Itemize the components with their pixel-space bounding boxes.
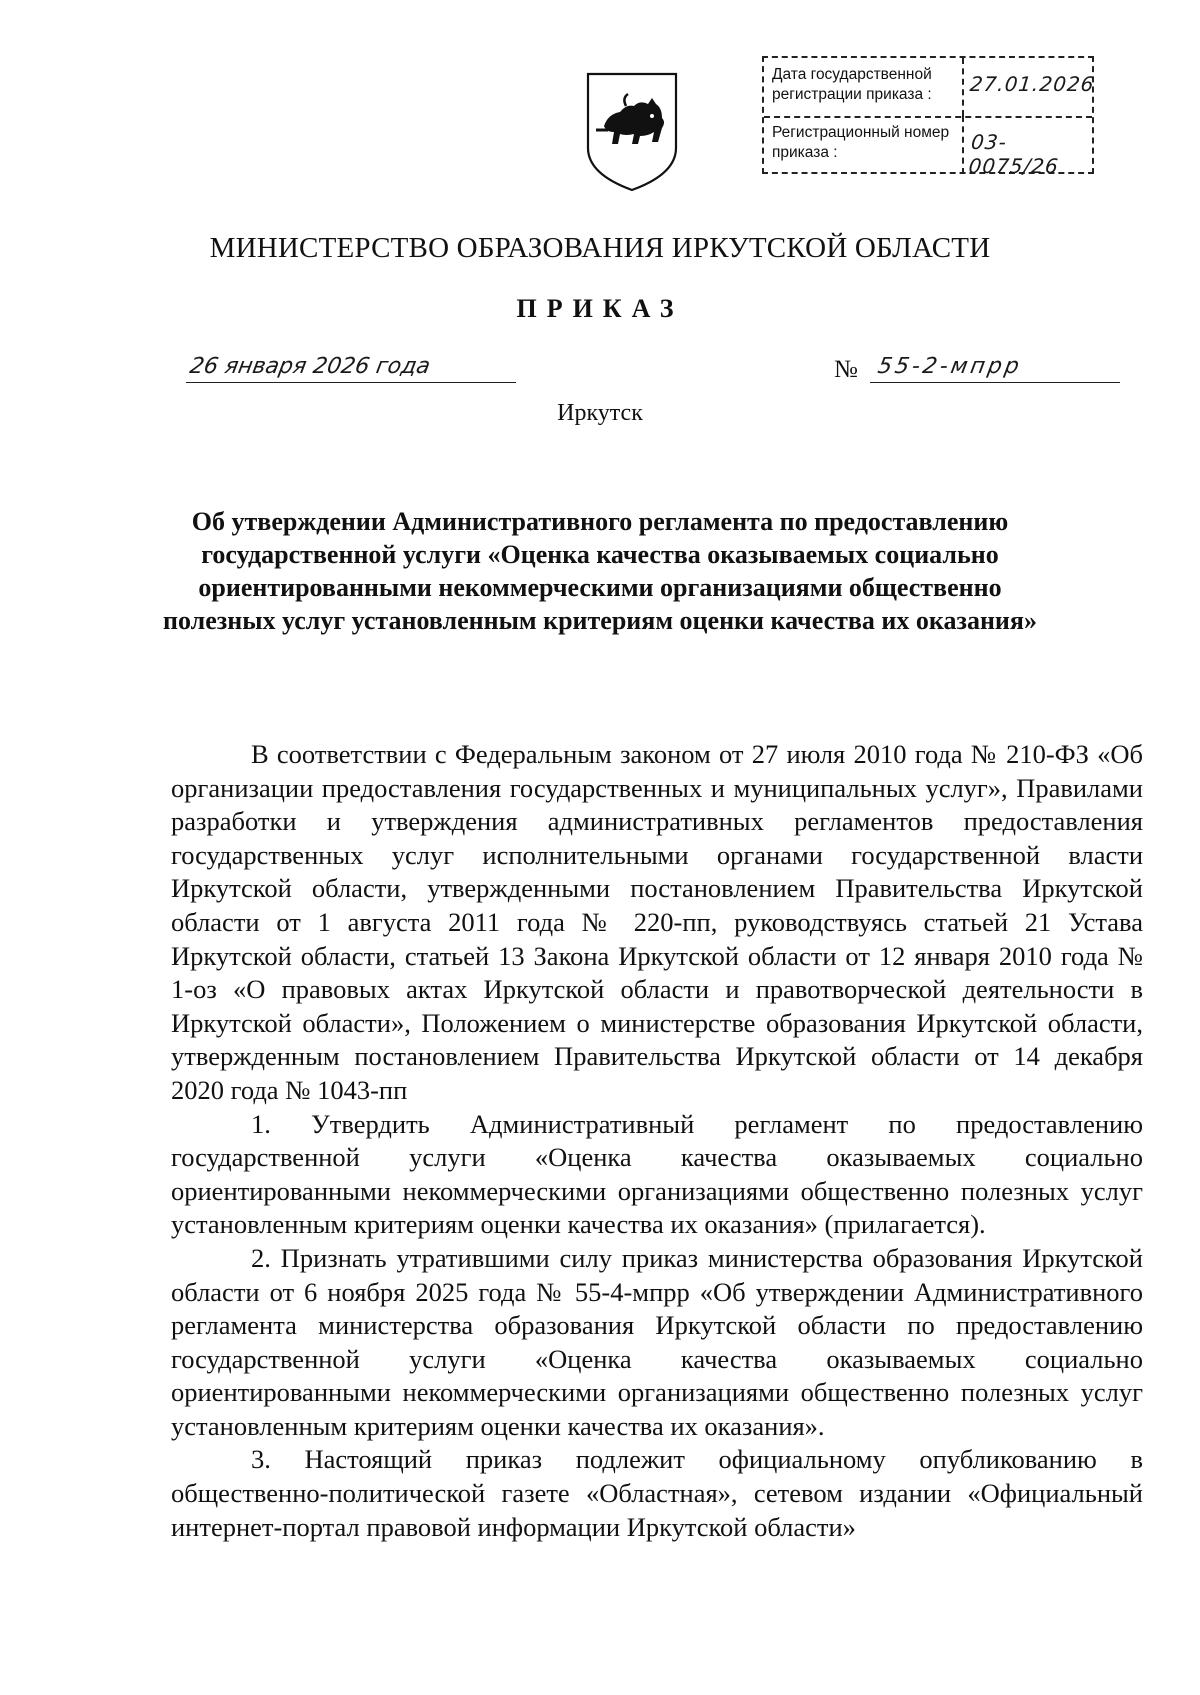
paragraph-item-3: 3. Настоящий приказ подлежит официальному опубликованию в общественно-политической газете «Областная», сетевом издании «Официальный интернет-портал правовой информации Иркутской области» <box>171 1444 1143 1542</box>
ministry-name: МИНИСТЕРСТВО ОБРАЗОВАНИЯ ИРКУТСКОЙ ОБЛАСТИ <box>209 232 991 264</box>
paragraph-item-2: 2. Признать утратившими силу приказ министерства образования Иркутской области от 6 ноября 2025 года № 55-4-мпрр «Об утверждении Административного регламента министерства образования Иркутской области по предоставлению государственной услуги «Оценка качества оказываемых социально ориентированными некоммерческими организациями общественно полезных услуг установленным критериям оценки качества их оказания». <box>171 1242 1143 1441</box>
stamp-divider <box>962 116 964 174</box>
order-date-handwritten: 26 января 2026 года <box>187 354 433 379</box>
city: Иркутск <box>557 400 643 426</box>
date-underline <box>186 382 516 383</box>
paragraph-preamble: В соответствии с Федеральным законом от 27 июля 2010 года № 210-ФЗ «Об организации предоставления государственных и муниципальных услуг», Правилами разработки и утверждения административных регламентов предоставления государственных услуг исполнительными органами государственной власти Иркутской области, утвержденными постановлением Правительства Иркутской области от 1 августа 2011 года № 220-пп, руководствуясь статьей 21 Устава Иркутской области, статьей 13 Закона Иркутской области от 12 января 2010 года № 1-оз «О правовых актах Иркутской области и правотворческой деятельности в Иркутской области», Положением о министерстве образования Иркутской области, утвержденным постановлением Правительства Иркутской области от 14 декабря 2020 года № 1043-пп <box>171 739 1143 1105</box>
stamp-row-date <box>764 58 1096 118</box>
document-body <box>171 738 1143 1544</box>
document-heading: Об утверждении Административного регламента по предоставлению государственной услуги «Оценка качества оказываемых социально ориентированными некоммерческими организациями общественно полезных услуг установленным критериям оценки качества их оказания» <box>163 507 1037 635</box>
registration-stamp <box>762 56 1096 178</box>
reg-date-label: Дата государственной регистрации приказа : <box>772 66 932 103</box>
paragraph-item-1: 1. Утвердить Административный регламент по предоставлению государственной услуги «Оценка качества оказываемых социально ориентированными некоммерческими организациями общественно полезных услуг установленным критериям оценки качества их оказания» (прилагается). <box>171 1108 1143 1240</box>
order-title: ПРИКАЗ <box>516 294 684 323</box>
number-sign: № <box>834 356 858 383</box>
number-underline <box>870 382 1120 383</box>
irkutsk-coat-of-arms-icon <box>582 70 682 194</box>
reg-number-value: 03-0075/26 <box>967 130 1061 178</box>
order-number-handwritten: 55-2-мпрр <box>875 354 1024 379</box>
reg-date-value: 27.01.2026 <box>968 72 1096 96</box>
stamp-row-number <box>764 116 1092 178</box>
stamp-divider <box>962 58 964 116</box>
reg-number-label: Регистрационный номер приказа : <box>772 124 950 161</box>
